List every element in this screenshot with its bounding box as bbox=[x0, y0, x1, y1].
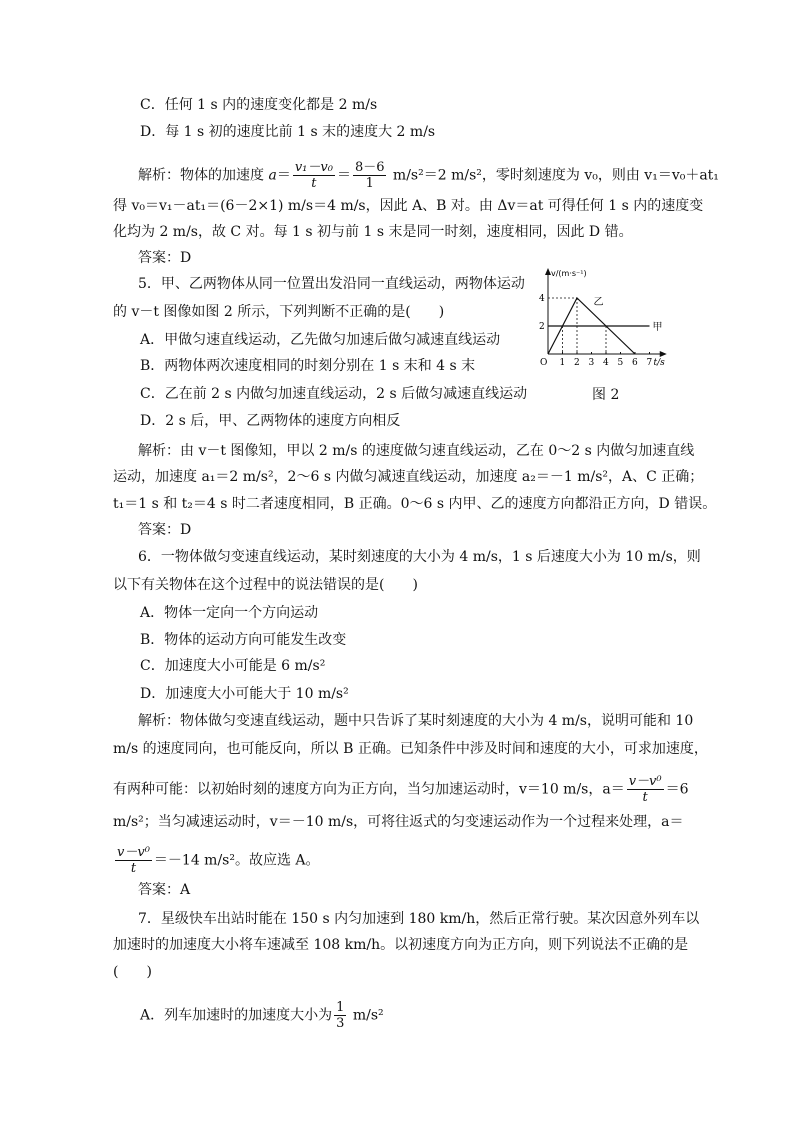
q4-fraction-2 bbox=[353, 160, 387, 191]
q6-analysis-line-2: m/s 的速度同向，也可能反向，所以 B 正确。已知条件中涉及时间和速度的大小，可求加速度， bbox=[113, 741, 708, 757]
q4-equals-2: ＝ bbox=[336, 167, 351, 184]
q7-fraction-num: 1 bbox=[336, 1000, 345, 1015]
q6-stem-line-1: 6．一物体做匀变速直线运动，某时刻速度的大小为 4 m/s，1 s 后速度大小为 10 m/s，则 bbox=[138, 549, 701, 565]
q4-analysis-line-2: 得 v₀＝v₁－at₁＝(6－2×1) m/s＝4 m/s，因此 A、B 对。由 Δv＝at 可得任何 1 s 内的速度变 bbox=[113, 198, 704, 214]
q5-option-a: A．甲做匀速直线运动，乙先做匀加速后做匀减速直线运动 bbox=[140, 332, 501, 348]
q7-stem-line-3: ( ) bbox=[113, 964, 152, 980]
q7-stem-line-1: 7．星级快车出站时能在 150 s 内匀加速到 180 km/h，然后正常行驶。某次因意外列车以 bbox=[138, 911, 700, 927]
q5-option-d: D．2 s 后，甲、乙两物体的速度方向相反 bbox=[140, 413, 401, 429]
y-tick-label: 4 bbox=[539, 294, 545, 304]
q4-accel-symbol: a bbox=[268, 167, 277, 184]
x-axis-label: t/s bbox=[653, 358, 665, 368]
x-tick-label: 1 bbox=[559, 358, 566, 368]
q6-fraction-2-den: t bbox=[130, 861, 137, 876]
q7-fraction bbox=[334, 1000, 346, 1031]
q4-equals-1: ＝ bbox=[276, 167, 291, 184]
q4-analysis-line-3: 化均为 2 m/s，故 C 对。每 1 s 初与前 1 s 末是同一时刻，速度相同，因此 D 错。 bbox=[113, 224, 633, 240]
q5-stem-line-2: 的 v－t 图像如图 2 所示，下列判断不正确的是( ) bbox=[113, 304, 445, 320]
q6-analysis-3-text: 有两种可能：以初始时刻的速度方向为正方向，当匀加速运动时，v＝10 m/s，a＝ bbox=[113, 781, 625, 798]
q6-option-c: C．加速度大小可能是 6 m/s² bbox=[140, 658, 326, 674]
x-tick-label: O bbox=[540, 358, 548, 368]
q7-option-a-unit: m/s² bbox=[348, 1007, 384, 1024]
x-axis-arrow bbox=[660, 351, 667, 357]
figure-caption: 图 2 bbox=[592, 387, 620, 403]
x-tick-label: 3 bbox=[588, 358, 595, 368]
x-tick-label: 4 bbox=[603, 358, 609, 368]
q5-stem-line-1: 5．甲、乙两物体从同一位置出发沿同一直线运动，两物体运动 bbox=[138, 276, 525, 292]
x-tick-label: 6 bbox=[632, 358, 638, 368]
q6-answer: 答案：A bbox=[138, 882, 191, 898]
q6-option-a: A．物体一定向一个方向运动 bbox=[140, 605, 319, 621]
q6-fraction-2-num: v－v⁰ bbox=[117, 845, 150, 860]
y-axis-label: v/(m·s⁻¹) bbox=[551, 269, 587, 278]
q5-answer: 答案：D bbox=[138, 522, 192, 538]
q5-analysis-line-1: 解析：由 v－t 图像知，甲以 2 m/s 的速度做匀速直线运动，乙在 0～2 s 内做匀加速直线 bbox=[138, 443, 695, 459]
q4-fraction-1-num: v₁－v₀ bbox=[294, 160, 333, 175]
q6-analysis-line-4: m/s²；当匀减速运动时，v＝－10 m/s，可将往返式的匀变速运动作为一个过程来处理，a＝ bbox=[113, 814, 684, 830]
q7-option-a-text: A．列车加速时的加速度大小为 bbox=[140, 1007, 333, 1024]
q6-analysis-line-3 bbox=[113, 774, 689, 805]
q4-fraction-2-den: 1 bbox=[365, 176, 374, 191]
q6-stem-line-2: 以下有关物体在这个过程中的说法错误的是( ) bbox=[113, 577, 418, 593]
q4-fraction-1-den: t bbox=[311, 176, 317, 191]
q5-analysis-line-2: 运动，加速度 a₁＝2 m/s²，2～6 s 内做匀减速直线运动，加速度 a₂＝－1 m/s²，A、C 正确； bbox=[113, 469, 704, 485]
x-tick-label: 7 bbox=[646, 358, 653, 368]
q5-option-c: C．乙在前 2 s 内做匀加速直线运动，2 s 后做匀减速直线运动 bbox=[140, 386, 528, 402]
q7-option-a bbox=[140, 1000, 384, 1031]
q6-analysis-line-1: 解析：物体做匀变速直线运动，题中只告诉了某时刻速度的大小为 4 m/s，说明可能和 10 bbox=[138, 713, 694, 729]
x-tick-label: 5 bbox=[617, 358, 624, 368]
q7-fraction-den: 3 bbox=[336, 1016, 345, 1031]
q6-fraction-2 bbox=[115, 845, 152, 876]
q4-option-c: C．任何 1 s 内的速度变化都是 2 m/s bbox=[140, 97, 378, 113]
series-jia-label: 甲 bbox=[652, 322, 663, 333]
q6-option-d: D．加速度大小可能大于 10 m/s² bbox=[140, 686, 349, 702]
q4-fraction-1 bbox=[293, 160, 335, 191]
q6-fraction-1 bbox=[627, 774, 664, 805]
q6-fraction-1-den: t bbox=[642, 790, 648, 805]
q4-fraction-2-num: 8－6 bbox=[354, 160, 385, 175]
q6-analysis-5-suffix: ＝－14 m/s²。故应选 A。 bbox=[153, 852, 320, 869]
q4-analysis-suffix: m/s²＝2 m/s²，零时刻速度为 v₀，则由 v₁＝v₀＋at₁ bbox=[388, 167, 719, 184]
vt-graph bbox=[530, 264, 680, 376]
y-tick-label: 2 bbox=[539, 322, 545, 332]
x-tick-label: 2 bbox=[574, 358, 580, 368]
q6-analysis-3-suffix: ＝6 bbox=[665, 781, 689, 798]
series-yi-label: 乙 bbox=[593, 296, 604, 308]
q7-stem-line-2: 加速时的加速度大小将车速减至 108 km/h。以初速度方向为正方向，则下列说法不正确的是 bbox=[113, 937, 689, 953]
q6-analysis-line-5 bbox=[113, 845, 320, 876]
q4-answer: 答案：D bbox=[138, 250, 192, 266]
q6-option-b: B．物体的运动方向可能发生改变 bbox=[140, 632, 347, 648]
q4-option-d: D．每 1 s 初的速度比前 1 s 末的速度大 2 m/s bbox=[140, 124, 436, 140]
q5-option-b: B．两物体两次速度相同的时刻分别在 1 s 末和 4 s 末 bbox=[140, 358, 476, 374]
q6-fraction-1-num: v－v⁰ bbox=[628, 774, 662, 789]
q4-analysis-line-1 bbox=[138, 160, 719, 191]
q4-analysis-prefix: 解析：物体的加速度 bbox=[138, 167, 269, 184]
q5-analysis-line-3: t₁＝1 s 和 t₂＝4 s 时二者速度相同，B 正确。0～6 s 内甲、乙的速度方向都沿正方向，D 错误。 bbox=[113, 496, 717, 512]
